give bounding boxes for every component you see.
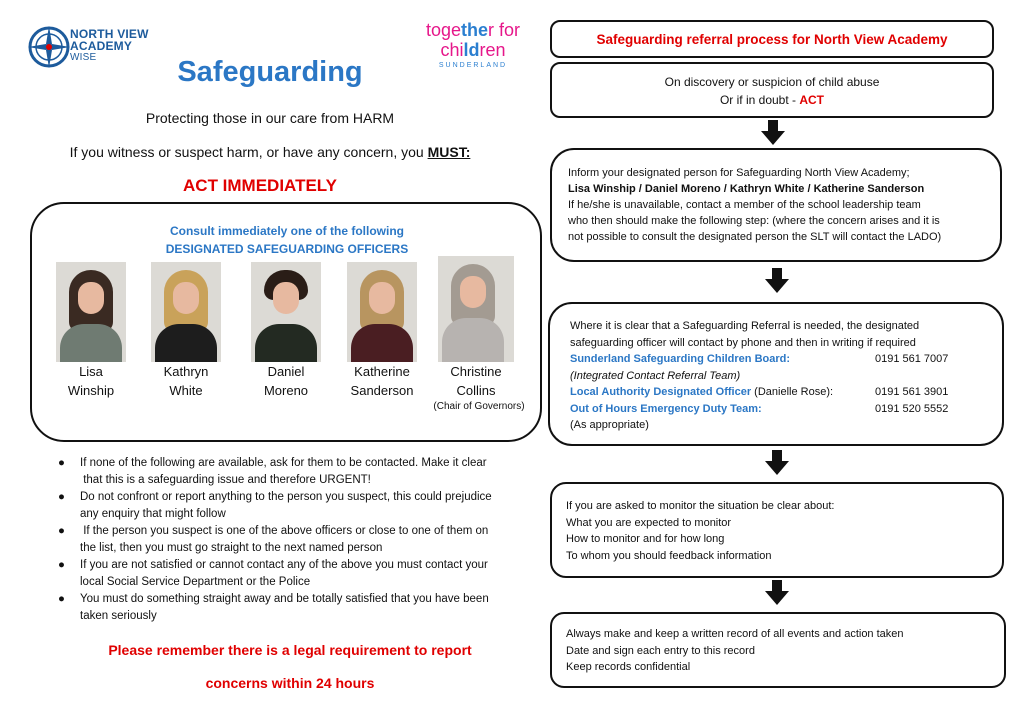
officer-first-name: Christine [450,364,502,379]
process-title: Safeguarding referral process for North View Academy [550,20,994,58]
officer-photo [438,256,514,362]
process-step-referral: Where it is clear that a Safeguarding Referral is needed, the designated safeguarding officer will contact by phone and then in writing if required Sunderland Safeguarding Children Board: 0191 561 7007 (Integrated Contact Referral Team) Local Authority Designated Officer (Danielle Rose): 0191 561 3901 Out of Hours Emergency Duty Team: 0191 520 5552 (As appropriate) [548,302,1004,446]
logo-line: NORTH VIEW [70,27,149,41]
officer-photo [56,262,126,362]
officer-photo [251,262,321,362]
process-step-record: Always make and keep a written record of all events and action taken Date and sign each entry to this record Keep records confidential [550,612,1006,688]
officer-card [246,262,326,400]
arrow-down-icon [764,580,790,606]
process-step-inform: Inform your designated person for Safeguarding North View Academy; Lisa Winship / Daniel Moreno / Kathryn White / Katherine Sanderson If he/she is unavailable, contact a member of the school leadership team who then should make the following step: (where the concern arises and it is not possible to consult the designated person the SLT will contact the LADO) [550,148,1002,262]
list-item: ● If the person you suspect is one of the above officers or close to one of them on the list, then you must go straight to the next named person [58,525,489,554]
page-title: Safeguarding [177,56,363,88]
officer-last-name: Winship [67,383,115,398]
list-item: ● If you are not satisfied or cannot contact any of the above you must contact your local Social Service Department or the Police [58,559,488,588]
legal-reminder: Please remember there is a legal requirement to report [108,642,472,658]
officer-first-name: Lisa [79,364,103,379]
tagline: Protecting those in our care from HARM [145,110,395,126]
together-for-children-logo: together for children SUNDERLAND [425,20,521,69]
compass-icon [26,24,72,70]
process-step-discovery: On discovery or suspicion of child abuse Or if in doubt - ACT [550,62,994,118]
officers-panel [30,202,542,442]
officer-first-name: Daniel [267,364,305,379]
must-instruction: If you witness or suspect harm, or have any concern, you MUST: [69,144,471,160]
officer-role-note: (Chair of Governors) [433,401,525,412]
officer-card [433,262,525,414]
officer-last-name: Moreno [263,383,309,398]
arrow-down-icon [760,120,786,146]
officer-last-name: Collins [456,383,496,398]
officer-first-name: Kathryn [163,364,209,379]
phone-number: 0191 561 3901 [875,386,949,398]
legal-reminder-deadline: concerns within 24 hours [205,675,375,691]
officer-card [51,262,131,400]
logo-line: ACADEMY [70,39,133,53]
officer-last-name: Sanderson [350,383,414,398]
officer-last-name: White [169,383,203,398]
list-item: ● You must do something straight away and be totally satisfied that you have been taken seriously [58,593,489,622]
arrow-down-icon [764,268,790,294]
list-item: ● If none of the following are available, ask for them to be contacted. Make it clear that this is a safeguarding issue and therefore URGENT! [58,457,487,486]
act-immediately-heading: ACT IMMEDIATELY [183,176,337,195]
officer-first-name: Katherine [354,364,410,379]
process-step-monitor: If you are asked to monitor the situation be clear about: What you are expected to monitor How to monitor and for how long To whom you should feedback information [550,482,1004,578]
officer-card [342,262,422,400]
officers-heading: Consult immediately one of the following [169,224,404,238]
officer-photo [347,262,417,362]
list-item: ● Do not confront or report anything to the person you suspect, this could prejudice any enquiry that might follow [58,491,492,520]
instructions-list [58,455,534,625]
logo-line: WISE [70,52,97,63]
phone-number: 0191 561 7007 [875,353,949,365]
officer-photo [151,262,221,362]
officer-card [146,262,226,400]
phone-number: 0191 520 5552 [875,402,949,415]
arrow-down-icon [764,450,790,476]
officers-subheading: DESIGNATED SAFEGUARDING OFFICERS [165,242,409,256]
